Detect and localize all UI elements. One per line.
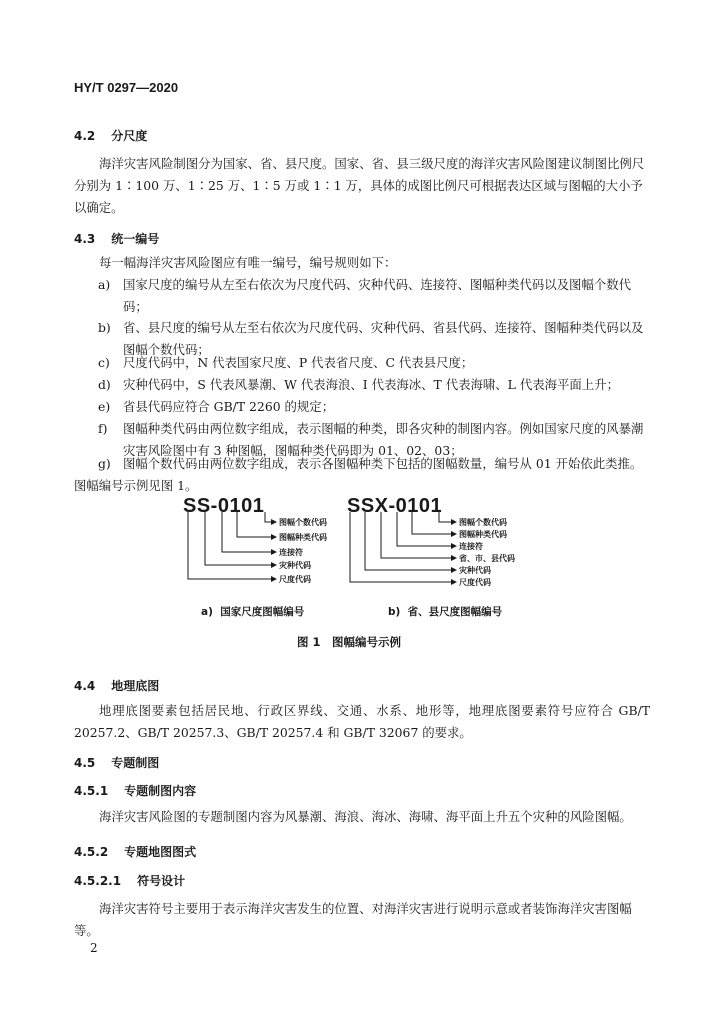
subfigure-text: 国家尺度图幅编号 xyxy=(220,606,305,618)
diagram-label: 灾种代码 xyxy=(459,566,491,575)
list-item-text: 图幅种类代码由两位数字组成，表示图幅的种类，即各灾种的制图内容。例如国家尺度的风暴潮灾害风险图中有 3 种图幅，图幅种类代码即为 01、02、03； xyxy=(123,421,644,458)
paragraph-thematic-content: 海洋灾害风险图的专题制图内容为风暴潮、海浪、海冰、海啸、海平面上升五个灾种的风险图幅。 xyxy=(99,809,632,824)
list-item-label: b) xyxy=(98,320,111,335)
paragraph-numbering-intro: 每一幅海洋灾害风险图应有唯一编号，编号规则如下： xyxy=(99,255,397,270)
list-item-text: 省、县尺度的编号从左至右依次为尺度代码、灾种代码、省县代码、连接符、图幅种类代码以及图幅个数代码； xyxy=(123,320,644,357)
subfigure-text: 省、县尺度图幅编号 xyxy=(407,606,503,618)
list-item-label: d) xyxy=(98,377,111,392)
diagram-label: 灾种代码 xyxy=(279,561,311,570)
paragraph-scale: 海洋灾害风险制图分为国家、省、县尺度。国家、省、县三级尺度的海洋灾害风险图建议制图比例尺分别为 1∶100 万、1∶25 万、1∶5 万或 1∶1 万，具体的成图比例尺可根据表达区域与图幅的大小予以确定。 xyxy=(74,156,645,215)
diagram-label: 图幅个数代码 xyxy=(279,518,327,527)
section-title: 分尺度 xyxy=(111,129,148,143)
page-number: 2 xyxy=(90,941,98,955)
diagram-label: 图幅种类代码 xyxy=(459,530,507,539)
section-title: 地理底图 xyxy=(111,679,160,693)
section-number: 4.5.2.1 xyxy=(74,874,122,888)
section-number: 4.3 xyxy=(74,232,96,246)
list-item-label: f) xyxy=(98,421,108,436)
section-title: 专题制图内容 xyxy=(124,784,197,798)
diagram-label: 图幅种类代码 xyxy=(279,533,327,542)
list-item-text: 省县代码应符合 GB/T 2260 的规定； xyxy=(123,399,335,414)
list-item-label: c) xyxy=(98,355,110,370)
paragraph-base-map: 地理底图要素包括居民地、行政区界线、交通、水系、地形等，地理底图要素符号应符合 GB/T 20257.2、GB/T 20257.3、GB/T 20257.4 和 GB/T 32067 的要求。 xyxy=(74,703,650,740)
list-item-text: 国家尺度的编号从左至右依次为尺度代码、灾种代码、连接符、图幅种类代码以及图幅个数代码； xyxy=(123,277,632,314)
diagram-label: 尺度代码 xyxy=(459,578,491,587)
document-header: HY/T 0297—2020 xyxy=(74,80,179,95)
list-item-text: 尺度代码中，N 代表国家尺度、P 代表省尺度、C 代表县尺度； xyxy=(123,355,474,370)
section-title: 专题地图图式 xyxy=(124,845,197,859)
section-heading-4-4 xyxy=(74,677,159,694)
section-title: 专题制图 xyxy=(111,756,160,770)
subfigure-caption-b xyxy=(388,604,502,619)
diagram-label: 尺度代码 xyxy=(279,575,311,584)
section-title: 符号设计 xyxy=(137,874,186,888)
list-item-text: 图幅个数代码由两位数字组成，表示各图幅种类下包括的图幅数量，编号从 01 开始依此类推。 xyxy=(123,456,643,471)
section-number: 4.5.2 xyxy=(74,845,109,859)
section-heading-4-5-1 xyxy=(74,782,196,799)
section-number: 4.4 xyxy=(74,679,96,693)
list-item-text: 灾种代码中，S 代表风暴潮、W 代表海浪、I 代表海冰、T 代表海啸、L 代表海平面上升； xyxy=(123,377,619,392)
section-number: 4.5 xyxy=(74,756,96,770)
subfigure-label: b) xyxy=(388,606,401,618)
list-item-label: a) xyxy=(98,277,111,292)
section-number: 4.5.1 xyxy=(74,784,109,798)
diagram-label: 省、市、县代码 xyxy=(459,554,515,563)
section-heading-4-5-2 xyxy=(74,843,196,860)
paragraph-symbol-design: 海洋灾害符号主要用于表示海洋灾害发生的位置、对海洋灾害进行说明示意或者装饰海洋灾害图幅等。 xyxy=(74,901,632,938)
diagram-label: 连接符 xyxy=(459,542,483,551)
section-heading-4-5-2-1 xyxy=(74,872,185,889)
figure-caption: 图 1 图幅编号示例 xyxy=(297,635,402,649)
diagram-label: 图幅个数代码 xyxy=(459,518,507,527)
subfigure-caption-a xyxy=(201,604,304,619)
diagram-label: 连接符 xyxy=(279,548,303,557)
code-example-provincial: SSX-0101 xyxy=(347,495,443,517)
section-heading-4-5 xyxy=(74,754,159,771)
list-item-label: e) xyxy=(98,399,111,414)
section-title: 统一编号 xyxy=(111,232,160,246)
subfigure-label: a) xyxy=(201,606,213,618)
figure-reference: 图幅编号示例见图 1。 xyxy=(74,478,198,493)
section-number: 4.2 xyxy=(74,129,96,143)
list-item-label: g) xyxy=(98,456,111,471)
code-example-national: SS-0101 xyxy=(183,495,265,517)
